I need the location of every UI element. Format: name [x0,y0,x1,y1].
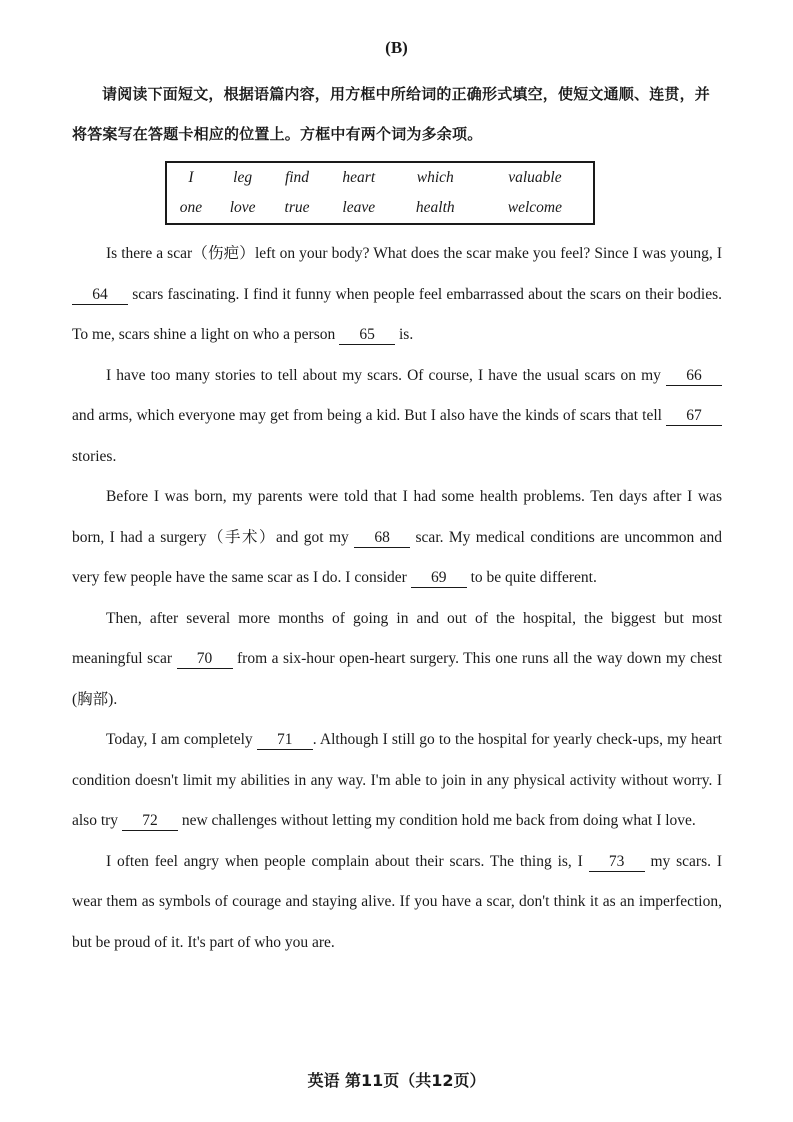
answer-blank: 72 [122,812,178,831]
paragraph-text: new challenges without letting my condition hold me back from doing what I love. [177,812,696,829]
paragraph-text: . Although I still go to the hospital for yearly check-ups, my heart condition doesn't limit my abilities in any way. I'm able to join in any physical activity without worry. I also try [72,731,722,829]
answer-blank: 66 [666,367,722,386]
word-box-word: welcome [507,199,563,216]
page-footer: 英语 第11页（共12页） [307,1071,486,1090]
paragraph-text: scar. My medical conditions are uncommon and very few people have the same scar as I do. I consider [72,528,723,586]
word-box-word: I [188,169,194,186]
answer-blank: 70 [177,650,233,669]
paragraph-text: I often feel angry when people complain about their scars. The thing is, I [106,852,589,870]
word-box [165,161,595,225]
word-box-word: which [416,169,454,186]
instructions: 请阅读下面短文，根据语篇内容，用方框中所给词的正确形式填空，使短文通顺、连贯，并将答案写在答题卡相应的位置上。方框中有两个词为多余项。 [72,85,711,143]
word-box-word: heart [342,169,376,186]
paragraph-text: is. [395,326,414,343]
paragraph-text: stories. [72,447,117,465]
paragraph [72,720,722,842]
paragraph-text: and arms, which everyone may get from being a kid. But I also have the kinds of scars that tell [72,407,666,424]
paragraph [72,599,722,721]
word-box-word: leave [342,199,376,216]
word-box-word: find [284,169,310,186]
paragraph [72,234,722,356]
answer-blank: 65 [339,326,395,345]
answer-blank: 69 [411,569,467,588]
paragraph-text: Before I was born, my parents were told that I had some health problems. Ten days after I was born, I had a surgery（手术）and got my [72,488,722,546]
word-box-word: true [284,199,310,216]
paragraph-text: Is there a scar（伤疤）left on your body? What does the scar make you feel? Since I was young, I [106,245,722,262]
answer-blank: 73 [589,853,645,872]
answer-blank: 68 [354,529,410,548]
word-box-word: love [229,199,256,216]
paragraph [72,477,722,599]
answer-blank: 64 [72,286,128,305]
paragraph-text: scars fascinating. I find it funny when people feel embarrassed about the scars on their bodies. To me, scars shine a light on who a person [72,285,722,343]
paragraph-text: I have too many stories to tell about my scars. Of course, I have the usual scars on my [106,366,666,384]
word-box-row [167,193,593,223]
word-box-word: valuable [508,169,562,186]
word-box-word: one [179,199,203,216]
answer-blank: 71 [257,731,313,750]
word-box-word: health [415,199,455,216]
passage [72,234,722,963]
paragraph-text: my scars. I wear them as symbols of courage and staying alive. If you have a scar, don't think it as an imperfection, but be proud of it. It's part of who you are. [72,852,722,951]
word-box-row [167,163,593,193]
paragraph-text: to be quite different. [466,569,597,586]
word-box-word: leg [233,169,253,186]
section-title: (B) [385,38,408,57]
answer-blank: 67 [666,407,722,426]
paragraph-text: Then, after several more months of going in and out of the hospital, the biggest but most meaningful scar [72,609,722,667]
word-box-table [167,163,593,223]
paragraph-text: Today, I am completely [106,731,257,748]
paragraph [72,356,722,478]
paragraph-text: from a six-hour open-heart surgery. This one runs all the way down my chest (胸部). [72,650,722,708]
paragraph [72,842,722,964]
